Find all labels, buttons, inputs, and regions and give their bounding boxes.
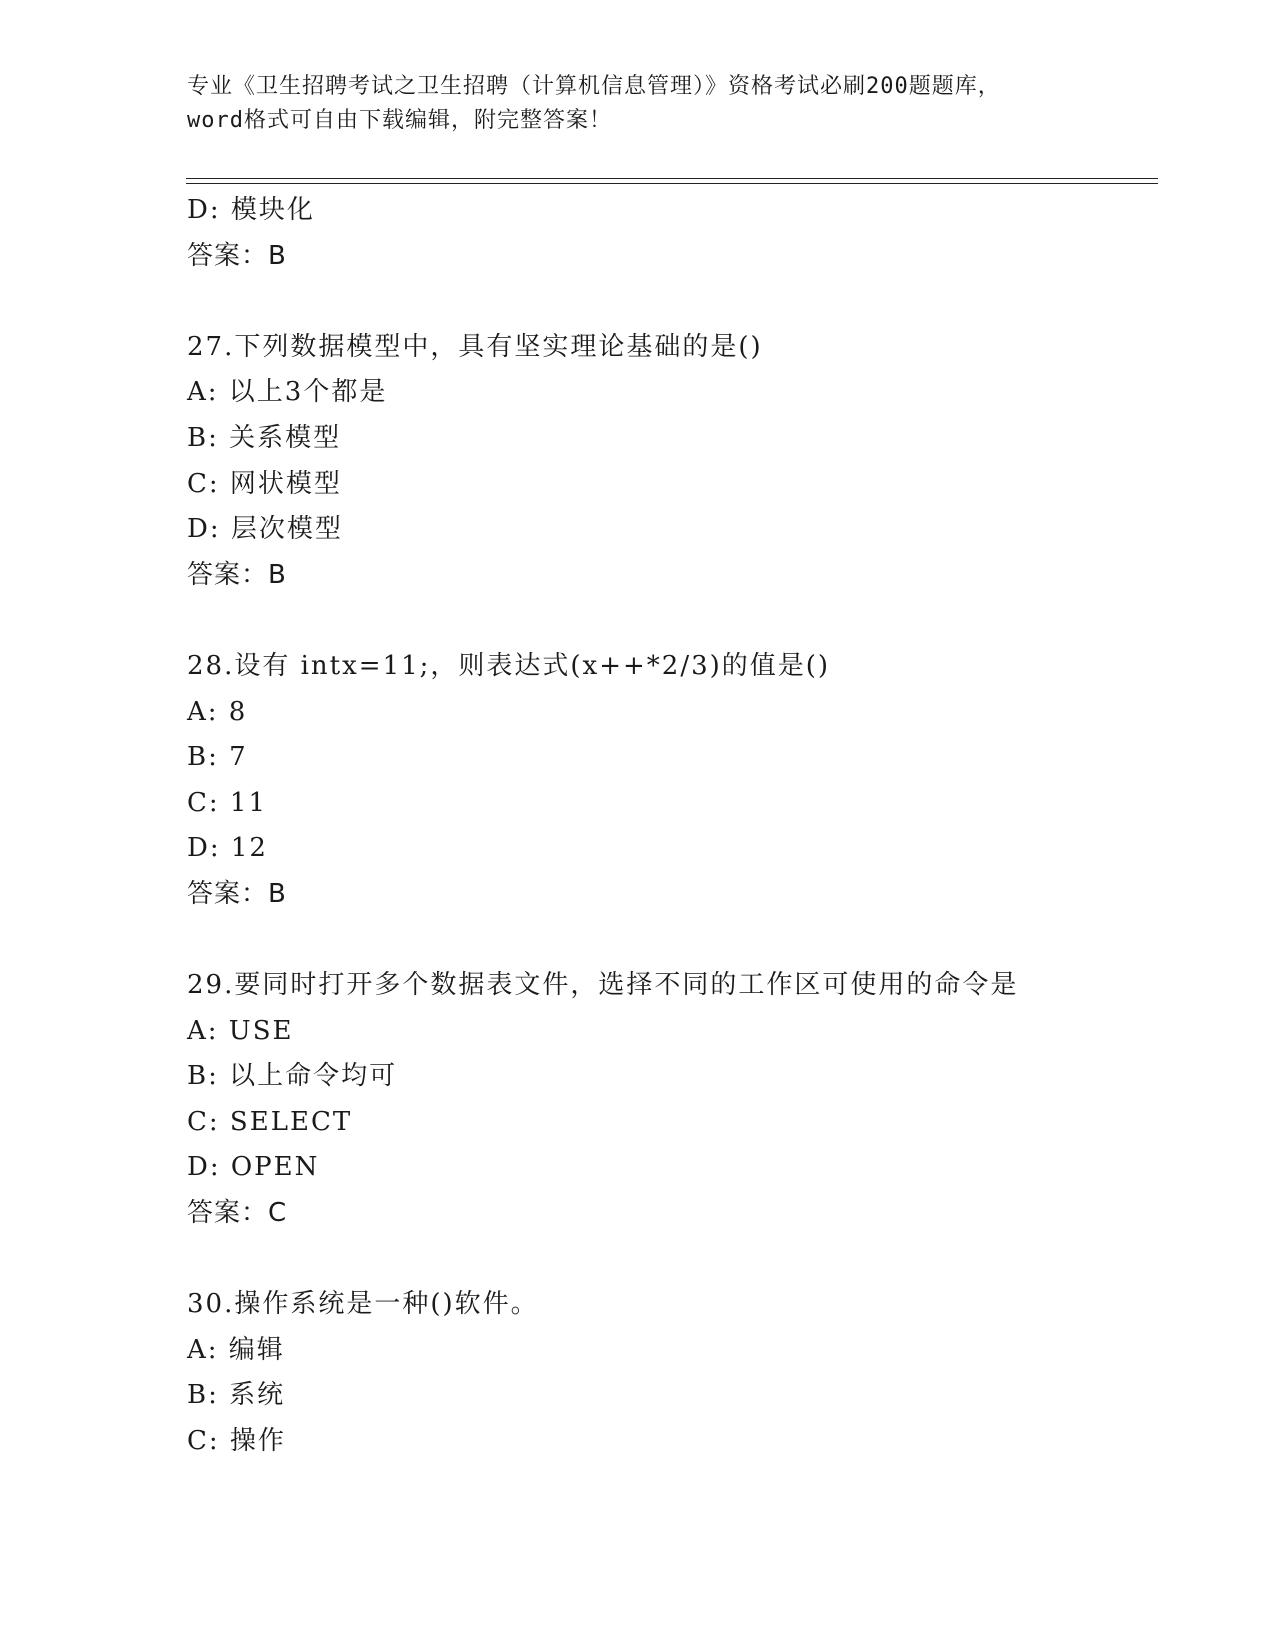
- question-block-29: [187, 963, 1147, 1237]
- option-c: C: 11: [187, 787, 268, 818]
- option-b: B: 关系模型: [187, 422, 342, 453]
- document-header: [187, 70, 1087, 138]
- question-text: 30.操作系统是一种()软件。: [187, 1289, 539, 1320]
- option-c: C: SELECT: [187, 1106, 353, 1137]
- spacer: [187, 1237, 1147, 1283]
- question-block-27: [187, 325, 1147, 599]
- option-a: A: 以上3个都是: [187, 377, 388, 408]
- option-a: A: 8: [187, 696, 248, 727]
- question-text: 28.设有 intx=11;，则表达式(x++*2/3)的值是(): [187, 650, 831, 681]
- answer-line: 答案：B: [187, 559, 287, 590]
- option-d: D: OPEN: [187, 1152, 320, 1183]
- option-c: C: 网状模型: [187, 468, 342, 499]
- spacer: [187, 918, 1147, 964]
- answer-line: 答案：C: [187, 1198, 288, 1229]
- question-list: [187, 188, 1147, 1465]
- option-b: B: 以上命令均可: [187, 1061, 398, 1092]
- option-d: D: 12: [187, 833, 268, 864]
- answer-line: 答案：B: [187, 878, 287, 909]
- question-text: 29.要同时打开多个数据表文件，选择不同的工作区可使用的命令是: [187, 970, 1019, 1001]
- header-divider-bottom: [186, 183, 1158, 184]
- question-block-30: [187, 1282, 1147, 1464]
- header-title-line-2: word格式可自由下载编辑，附完整答案！: [187, 108, 612, 133]
- header-divider-top: [186, 178, 1158, 179]
- question-text: 27.下列数据模型中，具有坚实理论基础的是(): [187, 331, 763, 362]
- option-b: B: 7: [187, 742, 248, 773]
- option-d: D: 模块化: [187, 195, 315, 225]
- option-a: A: USE: [187, 1015, 294, 1046]
- spacer: [187, 279, 1147, 325]
- option-b: B: 系统: [187, 1380, 286, 1411]
- option-d: D: 层次模型: [187, 514, 343, 545]
- spacer: [187, 598, 1147, 644]
- option-c: C: 操作: [187, 1426, 286, 1457]
- answer-line: 答案：B: [187, 240, 287, 271]
- header-title-line-1: 专业《卫生招聘考试之卫生招聘（计算机信息管理）》资格考试必刷200题题库，: [187, 74, 1001, 99]
- option-a: A: 编辑: [187, 1334, 285, 1365]
- question-block-28: [187, 644, 1147, 918]
